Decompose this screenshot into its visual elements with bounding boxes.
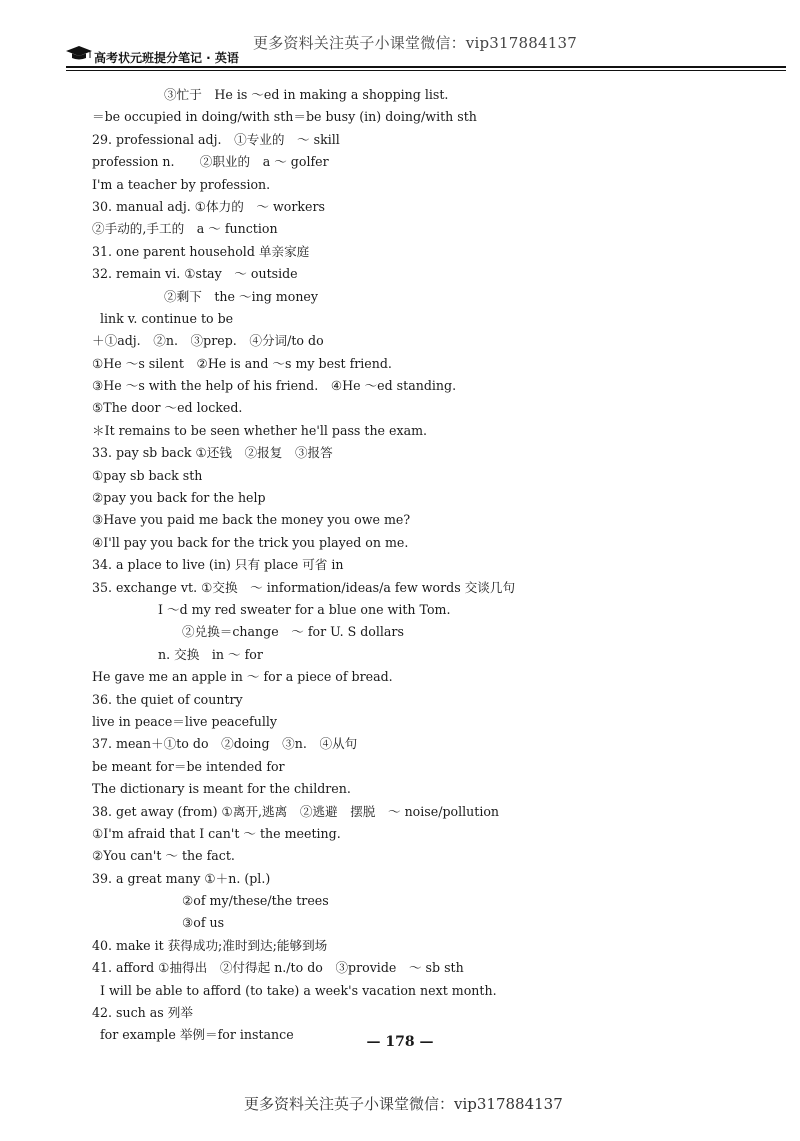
note-line: 31. one parent household 单亲家庭: [92, 243, 310, 259]
note-line: ①pay sb back sth: [92, 467, 203, 483]
note-line: ③Have you paid me back the money you owe me?: [92, 512, 411, 528]
note-line: ②pay you back for the help: [92, 490, 266, 506]
graduation-cap-icon: [66, 44, 92, 62]
note-line: 33. pay sb back ①还钱 ②报复 ③报答: [92, 445, 333, 461]
note-line: ＝be occupied in doing/with sth＝be busy (in) doing/with sth: [92, 109, 477, 125]
note-line: 30. manual adj. ①体力的 ～ workers: [92, 198, 325, 214]
note-line: ①He ～s silent ②He is and ～s my best friend.: [92, 355, 392, 371]
page-header: [66, 40, 786, 70]
note-line: I'm a teacher by profession.: [92, 176, 271, 192]
note-line: 38. get away (from) ①离开,逃离 ②逃避 摆脱 ～ noise/pollution: [92, 803, 500, 819]
bottom-watermark: 更多资料关注英子小课堂微信：vip317884137: [244, 1095, 563, 1113]
note-line: for example 举例＝for instance: [100, 1027, 294, 1043]
note-line: I will be able to afford (to take) a week's vacation next month.: [100, 982, 497, 998]
note-line: ③忙于 He is ～ed in making a shopping list.: [164, 87, 449, 102]
header-title: 高考状元班提分笔记 · 英语: [94, 51, 239, 65]
note-line: He gave me an apple in ～ for a piece of bread.: [92, 669, 393, 685]
note-line: 36. the quiet of country: [92, 691, 243, 707]
top-watermark: 更多资料关注英子小课堂微信：vip317884137: [253, 34, 577, 52]
note-line: ②You can't ～ the fact.: [92, 848, 235, 864]
note-line: live in peace＝live peacefully: [92, 713, 277, 729]
header-rule: [66, 66, 786, 68]
note-line: 37. mean＋①to do ②doing ③n. ④从句: [92, 736, 358, 752]
note-line: ＋①adj. ②n. ③prep. ④分词/to do: [92, 333, 324, 349]
notes-content: [92, 84, 732, 1047]
note-line: 29. professional adj. ①专业的 ～ skill: [92, 131, 340, 147]
note-line: be meant for＝be intended for: [92, 758, 285, 774]
note-line: 32. remain vi. ①stay ～ outside: [92, 266, 298, 282]
note-line: n. 交换 in ～ for: [158, 646, 263, 662]
page-number: — 178 —: [366, 1034, 434, 1050]
header-rule-thin: [66, 70, 786, 71]
note-line: ②手动的,手工的 a ～ function: [92, 221, 278, 237]
note-line: ②of my/these/the trees: [182, 893, 329, 909]
note-line: ④I'll pay you back for the trick you played on me.: [92, 534, 409, 550]
note-line: ⑤The door ～ed locked.: [92, 400, 243, 416]
note-line: 39. a great many ①＋n. (pl.): [92, 870, 271, 886]
note-line: profession n. ②职业的 a ～ golfer: [92, 154, 329, 170]
note-line: ①I'm afraid that I can't ～ the meeting.: [92, 825, 341, 841]
note-line: 35. exchange vt. ①交换 ～ information/ideas/a few words 交谈几句: [92, 579, 516, 595]
note-line: The dictionary is meant for the children.: [92, 781, 351, 797]
note-line: ③of us: [182, 915, 225, 931]
note-line: ②剩下 the ～ing money: [164, 288, 319, 304]
note-line: ③He ～s with the help of his friend. ④He ～ed standing.: [92, 378, 457, 394]
note-line: 40. make it 获得成功;准时到达;能够到场: [92, 937, 328, 953]
note-line: 34. a place to live (in) 只有 place 可省 in: [92, 557, 344, 573]
note-line: I ～d my red sweater for a blue one with Tom.: [158, 601, 451, 617]
note-line: ②兑换＝change ～ for U. S dollars: [182, 624, 404, 640]
note-line: ＊It remains to be seen whether he'll pass the exam.: [92, 422, 428, 438]
note-line: 41. afford ①抽得出 ②付得起 n./to do ③provide ～ sb sth: [92, 960, 464, 976]
note-line: 42. such as 列举: [92, 1005, 193, 1021]
note-line: link v. continue to be: [100, 310, 234, 326]
